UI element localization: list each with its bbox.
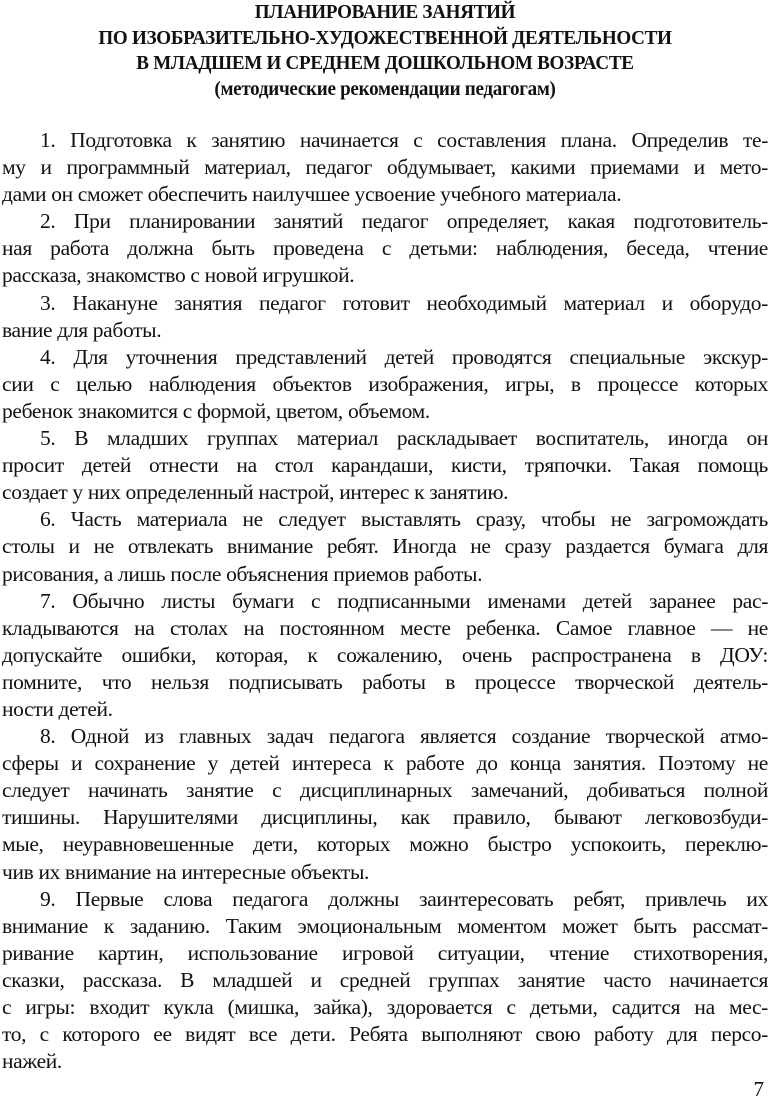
title-subtitle: (методические рекомендации педагогам) bbox=[214, 77, 556, 100]
paragraph-line: 2. При планировании занятий педагог определяет, какая подготовитель- bbox=[40, 209, 768, 234]
paragraph-line: ности детей. bbox=[2, 696, 113, 721]
paragraph-line: рассказа, знакомство с новой игрушкой. bbox=[2, 263, 355, 288]
paragraph-line: создает у них определенный настрой, интерес к занятию. bbox=[2, 480, 509, 505]
paragraph-line: 7. Обычно листы бумаги с подписанными именами детей заранее рас- bbox=[40, 588, 768, 613]
paragraph-line: вание для работы. bbox=[2, 317, 162, 342]
paragraph-line: 6. Часть материала не следует выставлять сразу, чтобы не загромождать bbox=[40, 507, 768, 532]
document-body bbox=[2, 127, 768, 1075]
paragraph-line: сферы и сохранение у детей интереса к работе до конца занятия. Поэтому не bbox=[2, 751, 768, 776]
paragraph-line: помните, что нельзя подписывать работы в процессе творческой деятель- bbox=[2, 669, 768, 694]
title-line-1: ПЛАНИРОВАНИЕ ЗАНЯТИЙ bbox=[254, 1, 516, 23]
paragraph-3 bbox=[2, 290, 768, 344]
paragraph-line: 1. Подготовка к занятию начинается с составления плана. Определив те- bbox=[40, 128, 768, 152]
title-line-2: ПО ИЗОБРАЗИТЕЛЬНО-ХУДОЖЕСТВЕННОЙ ДЕЯТЕЛЬНОСТИ bbox=[98, 26, 672, 49]
paragraph-line: внимание к заданию. Таким эмоциональным моментом может быть рассмат- bbox=[2, 913, 768, 938]
paragraph-line: ребенок знакомится с формой, цветом, объемом. bbox=[2, 398, 430, 423]
paragraph-line: ривание картин, использование игровой ситуации, чтение стихотворения, bbox=[2, 940, 768, 965]
paragraph-line: допускайте ошибки, которая, к сожалению, очень распространена в ДОУ: bbox=[2, 642, 768, 667]
paragraph-line: му и программный материал, педагог обдумывает, какими приемами и мето- bbox=[2, 155, 768, 180]
document-title bbox=[0, 0, 770, 102]
paragraph-line: с игры: входит кукла (мишка, зайка), здоровается с детьми, садится на мес- bbox=[2, 995, 768, 1019]
paragraph-line: сказки, рассказа. В младшей и средней группах занятие часто начинается bbox=[2, 967, 768, 992]
paragraph-line: дами он сможет обеспечить наилучшее усвоение учебного материала. bbox=[2, 182, 622, 207]
paragraph-line: сии с целью наблюдения объектов изображения, игры, в процессе которых bbox=[2, 371, 768, 396]
paragraph-5 bbox=[2, 425, 768, 506]
paragraph-line: ная работа должна быть проведена с детьми: наблюдения, беседа, чтение bbox=[2, 236, 768, 261]
paragraph-line: 4. Для уточнения представлений детей проводятся специальные экскур- bbox=[40, 344, 768, 369]
paragraph-line: чив их внимание на интересные объекты. bbox=[2, 859, 370, 884]
paragraph-6 bbox=[2, 506, 768, 587]
paragraph-line: просит детей отнести на стол карандаши, кисти, тряпочки. Такая помощь bbox=[2, 453, 768, 478]
paragraph-2 bbox=[2, 208, 768, 289]
paragraph-7 bbox=[2, 588, 768, 723]
paragraph-line: мые, неуравновешенные дети, которых можно быстро успокоить, переклю- bbox=[2, 832, 768, 857]
paragraph-line: следует начинать занятие с дисциплинарных замечаний, добиваться полной bbox=[2, 778, 768, 803]
paragraph-line: рисования, а лишь после объяснения приемов работы. bbox=[2, 561, 483, 586]
paragraph-line: 3. Накануне занятия педагог готовит необходимый материал и оборудо- bbox=[40, 290, 768, 315]
paragraph-line: 5. В младших группах материал раскладывает воспитатель, иногда он bbox=[40, 426, 768, 451]
paragraph-8 bbox=[2, 723, 768, 886]
paragraph-line: нажей. bbox=[2, 1049, 62, 1074]
paragraph-1 bbox=[2, 127, 768, 208]
paragraph-line: тишины. Нарушителями дисциплины, как правило, бывают легковозбуди- bbox=[2, 805, 768, 830]
paragraph-line: столы и не отвлекать внимание ребят. Иногда не сразу раздается бумага для bbox=[2, 534, 768, 559]
paragraph-9 bbox=[2, 886, 768, 1076]
paragraph-4 bbox=[2, 344, 768, 425]
page-number: 7 bbox=[753, 1077, 764, 1101]
paragraph-line: 8. Одной из главных задач педагога является создание творческой атмо- bbox=[40, 724, 768, 749]
paragraph-line: то, с которого ее видят все дети. Ребята выполняют свою работу для персо- bbox=[2, 1022, 768, 1047]
title-line-3: В МЛАДШЕМ И СРЕДНЕМ ДОШКОЛЬНОМ ВОЗРАСТЕ bbox=[136, 52, 634, 74]
paragraph-line: 9. Первые слова педагога должны заинтересовать ребят, привлечь их bbox=[40, 886, 768, 911]
paragraph-line: кладываются на столах на постоянном месте ребенка. Самое главное — не bbox=[2, 615, 768, 640]
